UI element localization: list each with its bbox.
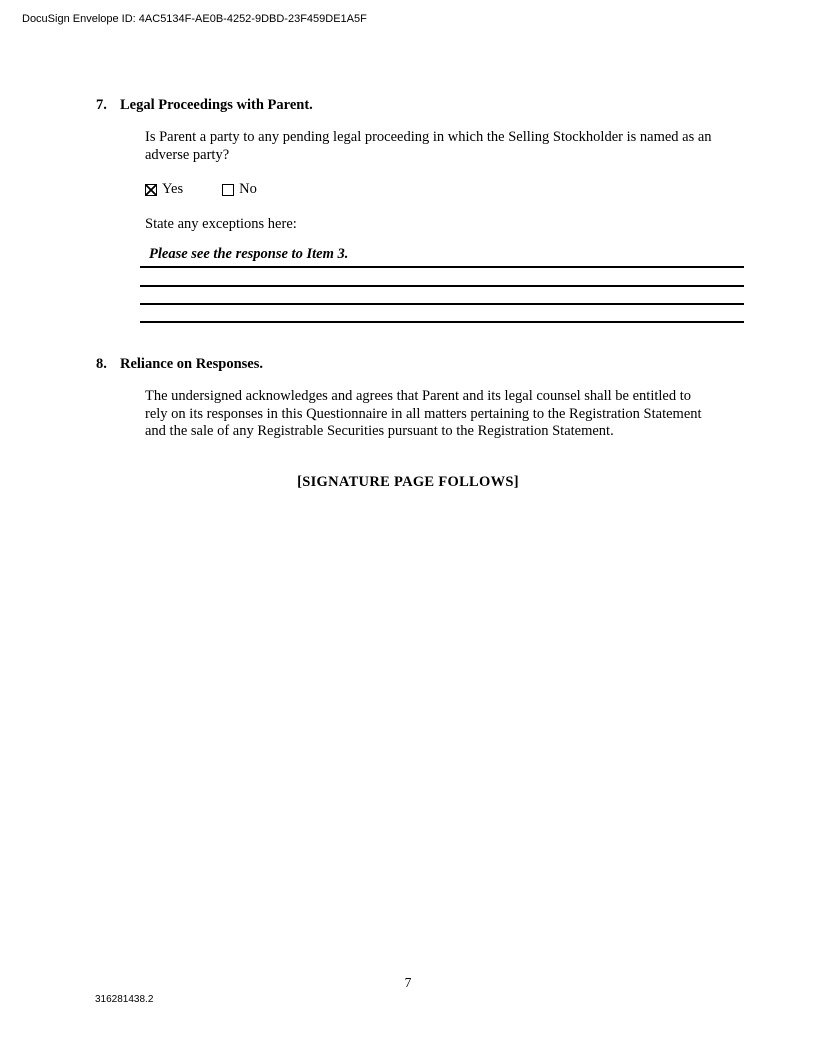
section-8-title: Reliance on Responses. <box>120 356 263 372</box>
exception-response-text: Please see the response to Item 3. <box>149 246 349 262</box>
section-7-heading <box>96 97 313 115</box>
blank-answer-line <box>140 321 744 323</box>
no-checkbox-icon <box>222 184 234 196</box>
page-number: 7 <box>404 975 412 990</box>
document-control-number: 316281438.2 <box>95 994 154 1005</box>
yes-no-checkbox-row <box>145 181 257 198</box>
section-8-body: The undersigned acknowledges and agrees that Parent and its legal counsel shall be entitled to rely on its responses in this Questionnaire in all matters pertaining to the Registration Statement and the sale of any Registrable Securities pursuant to the Registration Statement. <box>145 388 702 439</box>
docusign-envelope-id: DocuSign Envelope ID: 4AC5134F-AE0B-4252-9DBD-23F459DE1A5F <box>22 13 367 25</box>
section-7-title: Legal Proceedings with Parent. <box>120 97 313 113</box>
no-option <box>222 181 257 198</box>
section-7-number: 7. <box>96 97 107 113</box>
blank-answer-line <box>140 285 744 287</box>
blank-answer-line <box>140 303 744 305</box>
exception-response-line <box>140 245 744 268</box>
section-8-heading <box>96 356 263 374</box>
section-7-question: Is Parent a party to any pending legal proceeding in which the Selling Stockholder is named as an adverse party? <box>145 129 712 163</box>
yes-option <box>145 181 183 198</box>
yes-label: Yes <box>162 181 184 197</box>
signature-page-follows-note: [SIGNATURE PAGE FOLLOWS] <box>297 474 519 490</box>
exceptions-prompt: State any exceptions here: <box>145 216 297 232</box>
no-label: No <box>239 181 257 197</box>
yes-checkbox-icon <box>145 184 157 196</box>
section-8-number: 8. <box>96 356 107 372</box>
